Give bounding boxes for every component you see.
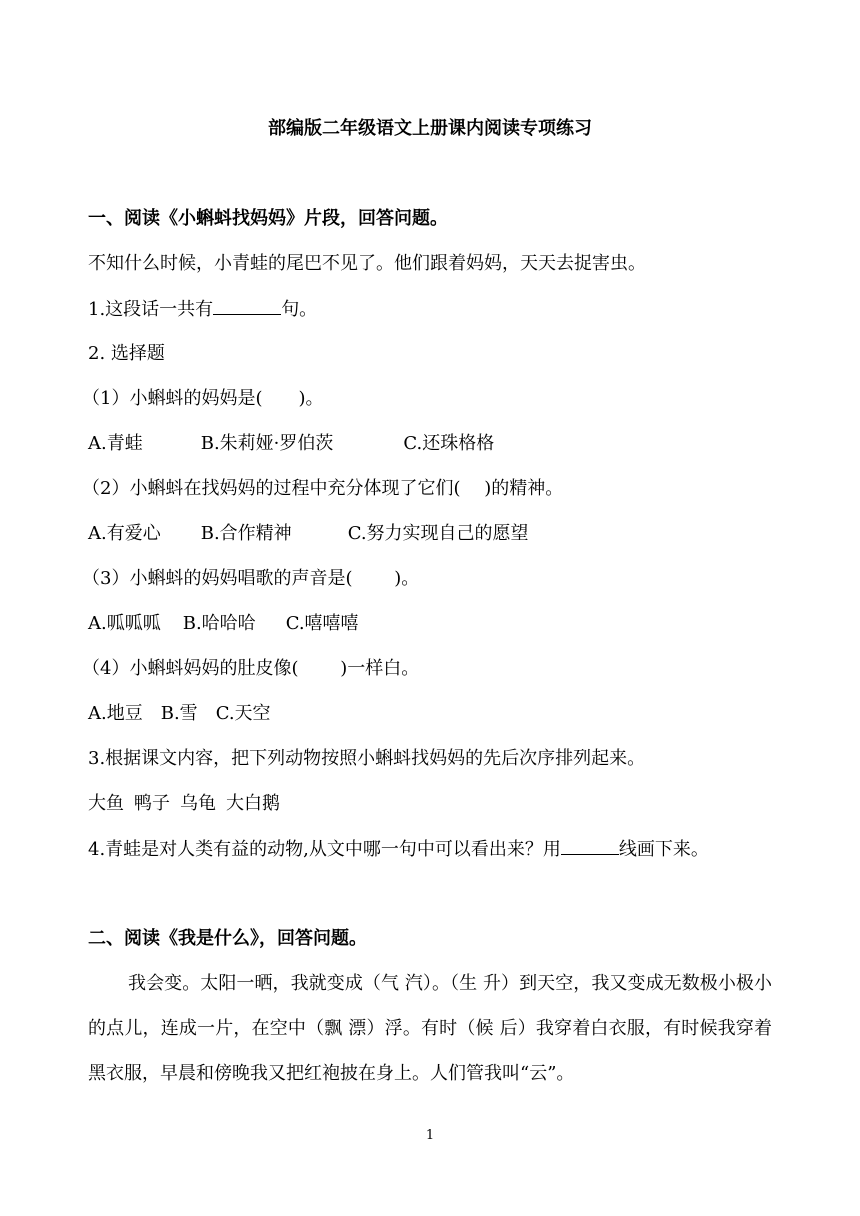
question-1-suffix: 句。: [281, 299, 318, 320]
sub-question-4: （4）小蝌蚪妈妈的肚皮像( )一样白。: [82, 658, 420, 679]
question-4-suffix: 线画下来。: [618, 839, 709, 860]
animal-item: 鸭子: [134, 793, 170, 814]
question-4: [88, 838, 790, 861]
section2-heading: 二、阅读《我是什么》，回答问题。: [88, 928, 367, 949]
sub-question-3: （3）小蝌蚪的妈妈唱歌的声音是( )。: [82, 568, 420, 589]
sub-question-1-options: [88, 433, 790, 455]
option-a: A.呱呱呱: [88, 613, 161, 634]
animal-item: 大鱼: [88, 793, 124, 814]
answer-blank: [561, 838, 619, 855]
animal-item: 大白鹅: [226, 793, 280, 814]
question-4-text: 4.青蛙是对人类有益的动物,从文中哪一句中可以看出来？用: [88, 839, 561, 860]
option-c: C.嘻嘻嘻: [285, 613, 359, 634]
section1-heading: 一、阅读《小蝌蚪找妈妈》片段，回答问题。: [88, 208, 448, 229]
question-3: 3.根据课文内容，把下列动物按照小蝌蚪找妈妈的先后次序排列起来。: [88, 748, 646, 769]
sub-question-2: （2）小蝌蚪在找妈妈的过程中充分体现了它们( )的精神。: [82, 478, 564, 499]
option-a: A.有爱心: [88, 523, 161, 544]
section2-paragraph: 我会变。太阳一晒，我就变成（气 汽）。（生 升）到天空，我又变成无数极小极小的点儿，连成一片，在空中（飘 漂）浮。有时（候 后）我穿着白衣服，有时候我穿着黑衣服，早晨和傍晚我又把红袍披在身上。人们管我叫“云”。: [88, 973, 772, 1084]
option-c: C.努力实现自己的愿望: [347, 523, 529, 544]
question-2: 2. 选择题: [88, 343, 165, 364]
option-b: B.哈哈哈: [182, 613, 256, 634]
question-1-text: 1.这段话一共有: [88, 299, 214, 320]
sub-question-4-options: [88, 703, 790, 725]
option-a: A.青蛙: [88, 433, 143, 454]
option-a: A.地豆: [88, 703, 143, 724]
animal-list: [88, 793, 790, 815]
animal-item: 乌龟: [180, 793, 216, 814]
answer-blank: [213, 298, 281, 315]
option-b: B.雪: [160, 703, 198, 724]
option-b: B.合作精神: [200, 523, 292, 544]
question-1: [88, 298, 790, 321]
page-number: 1: [425, 1128, 435, 1143]
document-title: 部编版二年级语文上册课内阅读专项练习: [268, 118, 592, 139]
option-c: C.天空: [215, 703, 271, 724]
option-c: C.还珠格格: [403, 433, 495, 454]
sub-question-3-options: [88, 613, 790, 635]
sub-question-2-options: [88, 523, 790, 545]
section1-passage: 不知什么时候，小青蛙的尾巴不见了。他们跟着妈妈，天天去捉害虫。: [88, 253, 646, 274]
sub-question-1: （1）小蝌蚪的妈妈是( )。: [82, 388, 324, 409]
option-b: B.朱莉娅·罗伯茨: [200, 433, 334, 454]
